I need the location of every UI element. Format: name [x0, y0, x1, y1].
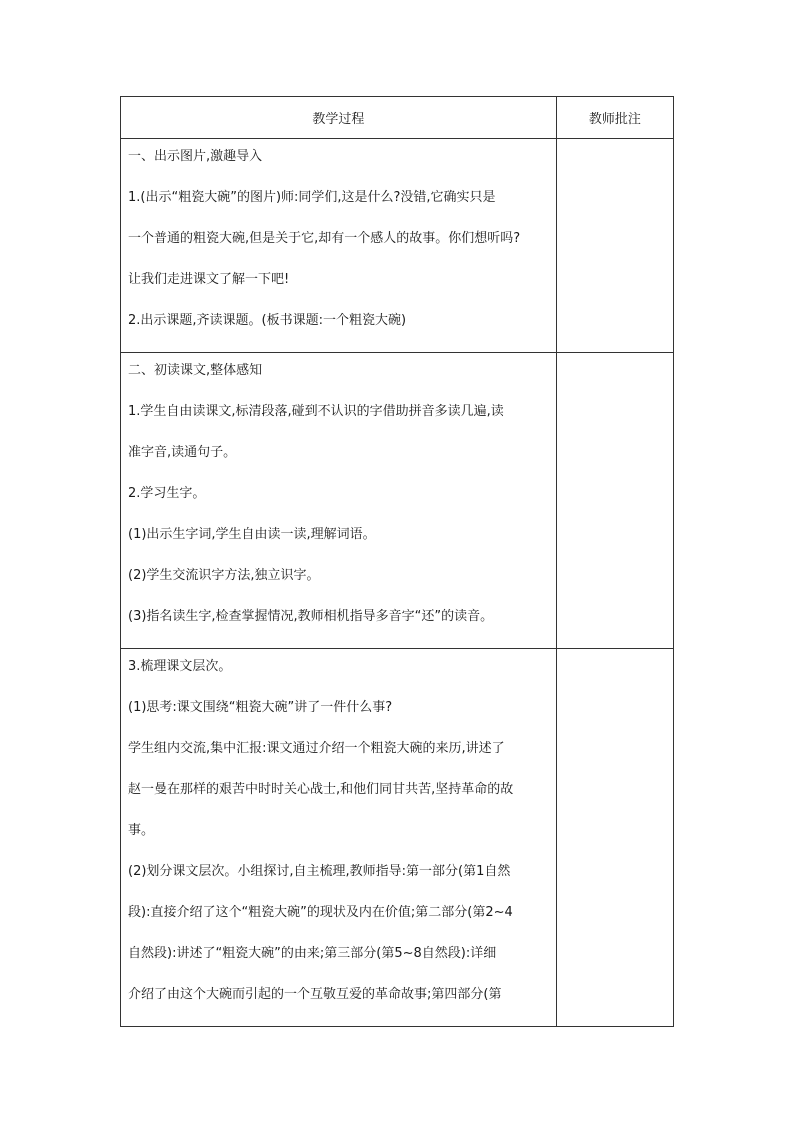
header-row	[121, 97, 674, 139]
header-teacher-notes: 教师批注	[556, 97, 673, 139]
section-1-line-3: 一个普通的粗瓷大碗,但是关于它,却有一个感人的故事。你们想听吗?	[128, 231, 521, 246]
section-3-line-1: 3.梳理课文层次。	[128, 659, 232, 674]
section-1-line-1: 一、出示图片,激趣导入	[128, 149, 263, 164]
notes-cell-3[interactable]	[556, 649, 673, 1027]
section-2-line-5: (1)出示生字词,学生自由读一读,理解词语。	[128, 527, 376, 542]
section-2-line-4: 2.学习生字。	[128, 486, 206, 501]
section-3-line-6: (2)划分课文层次。小组探讨,自主梳理,教师指导:第一部分(第1自然	[128, 864, 511, 879]
section-3-line-5: 事。	[128, 823, 155, 838]
section-row-3	[121, 649, 674, 1027]
process-cell-2	[121, 353, 557, 649]
section-3-line-9: 介绍了由这个大碗而引起的一个互敬互爱的革命故事;第四部分(第	[128, 987, 502, 1002]
header-teaching-process: 教学过程	[121, 97, 557, 139]
section-1-line-5: 2.出示课题,齐读课题。(板书课题:一个粗瓷大碗)	[128, 313, 407, 328]
section-2-line-1: 二、初读课文,整体感知	[128, 363, 263, 378]
section-row-2	[121, 353, 674, 649]
section-3-line-2: (1)思考:课文围绕“粗瓷大碗”讲了一件什么事?	[128, 700, 393, 715]
process-cell-3	[121, 649, 557, 1027]
section-row-1	[121, 139, 674, 353]
section-3-line-4: 赵一曼在那样的艰苦中时时关心战士,和他们同甘共苦,坚持革命的故	[128, 782, 514, 797]
section-1-line-2: 1.(出示“粗瓷大碗”的图片)师:同学们,这是什么?没错,它确实只是	[128, 190, 496, 205]
section-2-line-3: 准字音,读通句子。	[128, 445, 237, 460]
section-2-line-7: (3)指名读生字,检查掌握情况,教师相机指导多音字“还”的读音。	[128, 609, 494, 624]
section-2-line-6: (2)学生交流识字方法,独立识字。	[128, 568, 320, 583]
section-1-line-4: 让我们走进课文了解一下吧!	[128, 272, 290, 287]
notes-cell-2[interactable]	[556, 353, 673, 649]
section-3-line-3: 学生组内交流,集中汇报:课文通过介绍一个粗瓷大碗的来历,讲述了	[128, 741, 505, 756]
section-2-line-2: 1.学生自由读课文,标清段落,碰到不认识的字借助拼音多读几遍,读	[128, 404, 504, 419]
section-3-line-7: 段):直接介绍了这个“粗瓷大碗”的现状及内在价值;第二部分(第2~4	[128, 905, 513, 920]
section-3-line-8: 自然段):讲述了“粗瓷大碗”的由来;第三部分(第5~8自然段):详细	[128, 946, 497, 961]
lesson-plan-table	[120, 96, 674, 1027]
notes-cell-1[interactable]	[556, 139, 673, 353]
process-cell-1	[121, 139, 557, 353]
